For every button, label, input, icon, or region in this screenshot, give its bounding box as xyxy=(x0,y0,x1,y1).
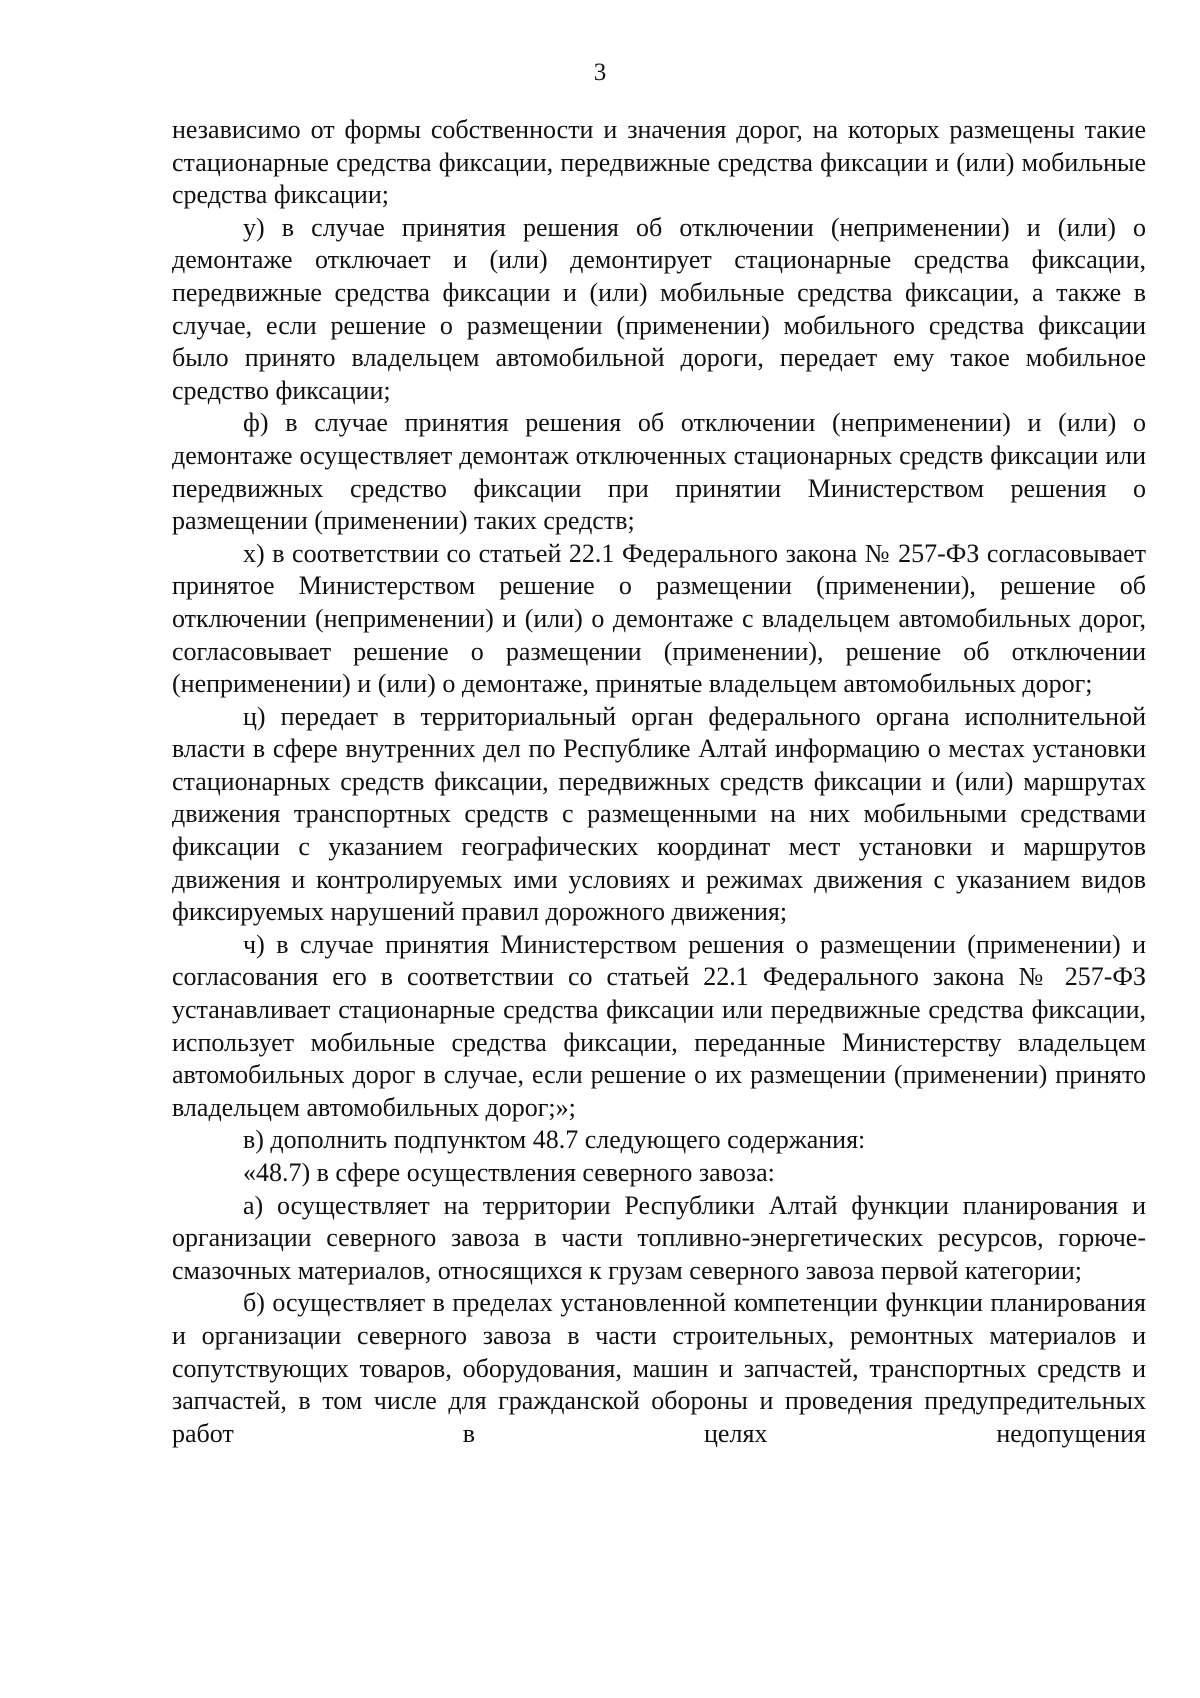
paragraph-item-kh: х) в соответствии со статьей 22.1 Федерального закона № 257-ФЗ согласовывает принятое Министерством решение о размещении (применении), решение об отключении (неприменении) и (или) о демонтаже с владельцем автомобильных дорог, согласовывает решение о размещении (применении), решение об отключении (неприменении) и (или) о демонтаже, принятые владельцем автомобильных дорог; xyxy=(172,538,1146,699)
paragraph-48-7-heading: «48.7) в сфере осуществления северного завоза: xyxy=(243,1158,775,1187)
paragraph-amend-v: в) дополнить подпунктом 48.7 следующего содержания: xyxy=(243,1125,866,1155)
paragraph-item-ts: ц) передает в территориальный орган федерального органа исполнительной власти в сфере внутренних дел по Республике Алтай информацию о местах установки стационарных средств фиксации, передвижных средств фиксации и (или) маршрутах движения транспортных средств с размещенными на них мобильными средствами фиксации с указанием географических координат мест установки и маршрутов движения и контролируемых ими условиях и режимах движения с указанием видов фиксируемых нарушений правил дорожного движения; xyxy=(172,701,1146,927)
paragraph-item-f: ф) в случае принятия решения об отключении (неприменении) и (или) о демонтаже осуществляет демонтаж отключенных стационарных средств фиксации или передвижных средство фиксации при принятии Министерством решения о размещении (применении) таких средств; xyxy=(172,408,1146,536)
page-number: 3 xyxy=(593,59,607,86)
paragraph-item-ch: ч) в случае принятия Министерством решения о размещении (применении) и согласования его в соответствии со статьей 22.1 Федерального закона № 257-ФЗ устанавливает стационарные средства фиксации или передвижные средства фиксации, использует мобильные средства фиксации, переданные Министерству владельцем автомобильных дорог в случае, если решение о их размещении (применении) принято владельцем автомобильных дорог;»; xyxy=(172,929,1146,1122)
document-body xyxy=(172,114,1146,1450)
paragraph-item-u: у) в случае принятия решения об отключении (неприменении) и (или) о демонтаже отключает и (или) демонтирует стационарные средства фиксации, передвижные средства фиксации и (или) мобильные средства фиксации, а также в случае, если решение о размещении (применении) мобильного средства фиксации было принято владельцем автомобильной дороги, передает ему такое мобильное средство фиксации; xyxy=(172,212,1146,405)
paragraph-48-7-b: б) осуществляет в пределах установленной компетенции функции планирования и организации северного завоза в части строительных, ремонтных материалов и сопутствующих товаров, оборудования, машин и запчастей, транспортных средств и запчастей, в том числе для гражданской обороны и проведения предупредительных работ в целях недопущения xyxy=(172,1288,1146,1448)
paragraph-continuation: независимо от формы собственности и значения дорог, на которых размещены такие стационарные средства фиксации, передвижные средства фиксации и (или) мобильные средства фиксации; xyxy=(172,115,1146,210)
paragraph-48-7-a: а) осуществляет на территории Республики Алтай функции планирования и организации северного завоза в части топливно-энергетических ресурсов, горюче-смазочных материалов, относящихся к грузам северного завоза первой категории; xyxy=(172,1190,1146,1285)
